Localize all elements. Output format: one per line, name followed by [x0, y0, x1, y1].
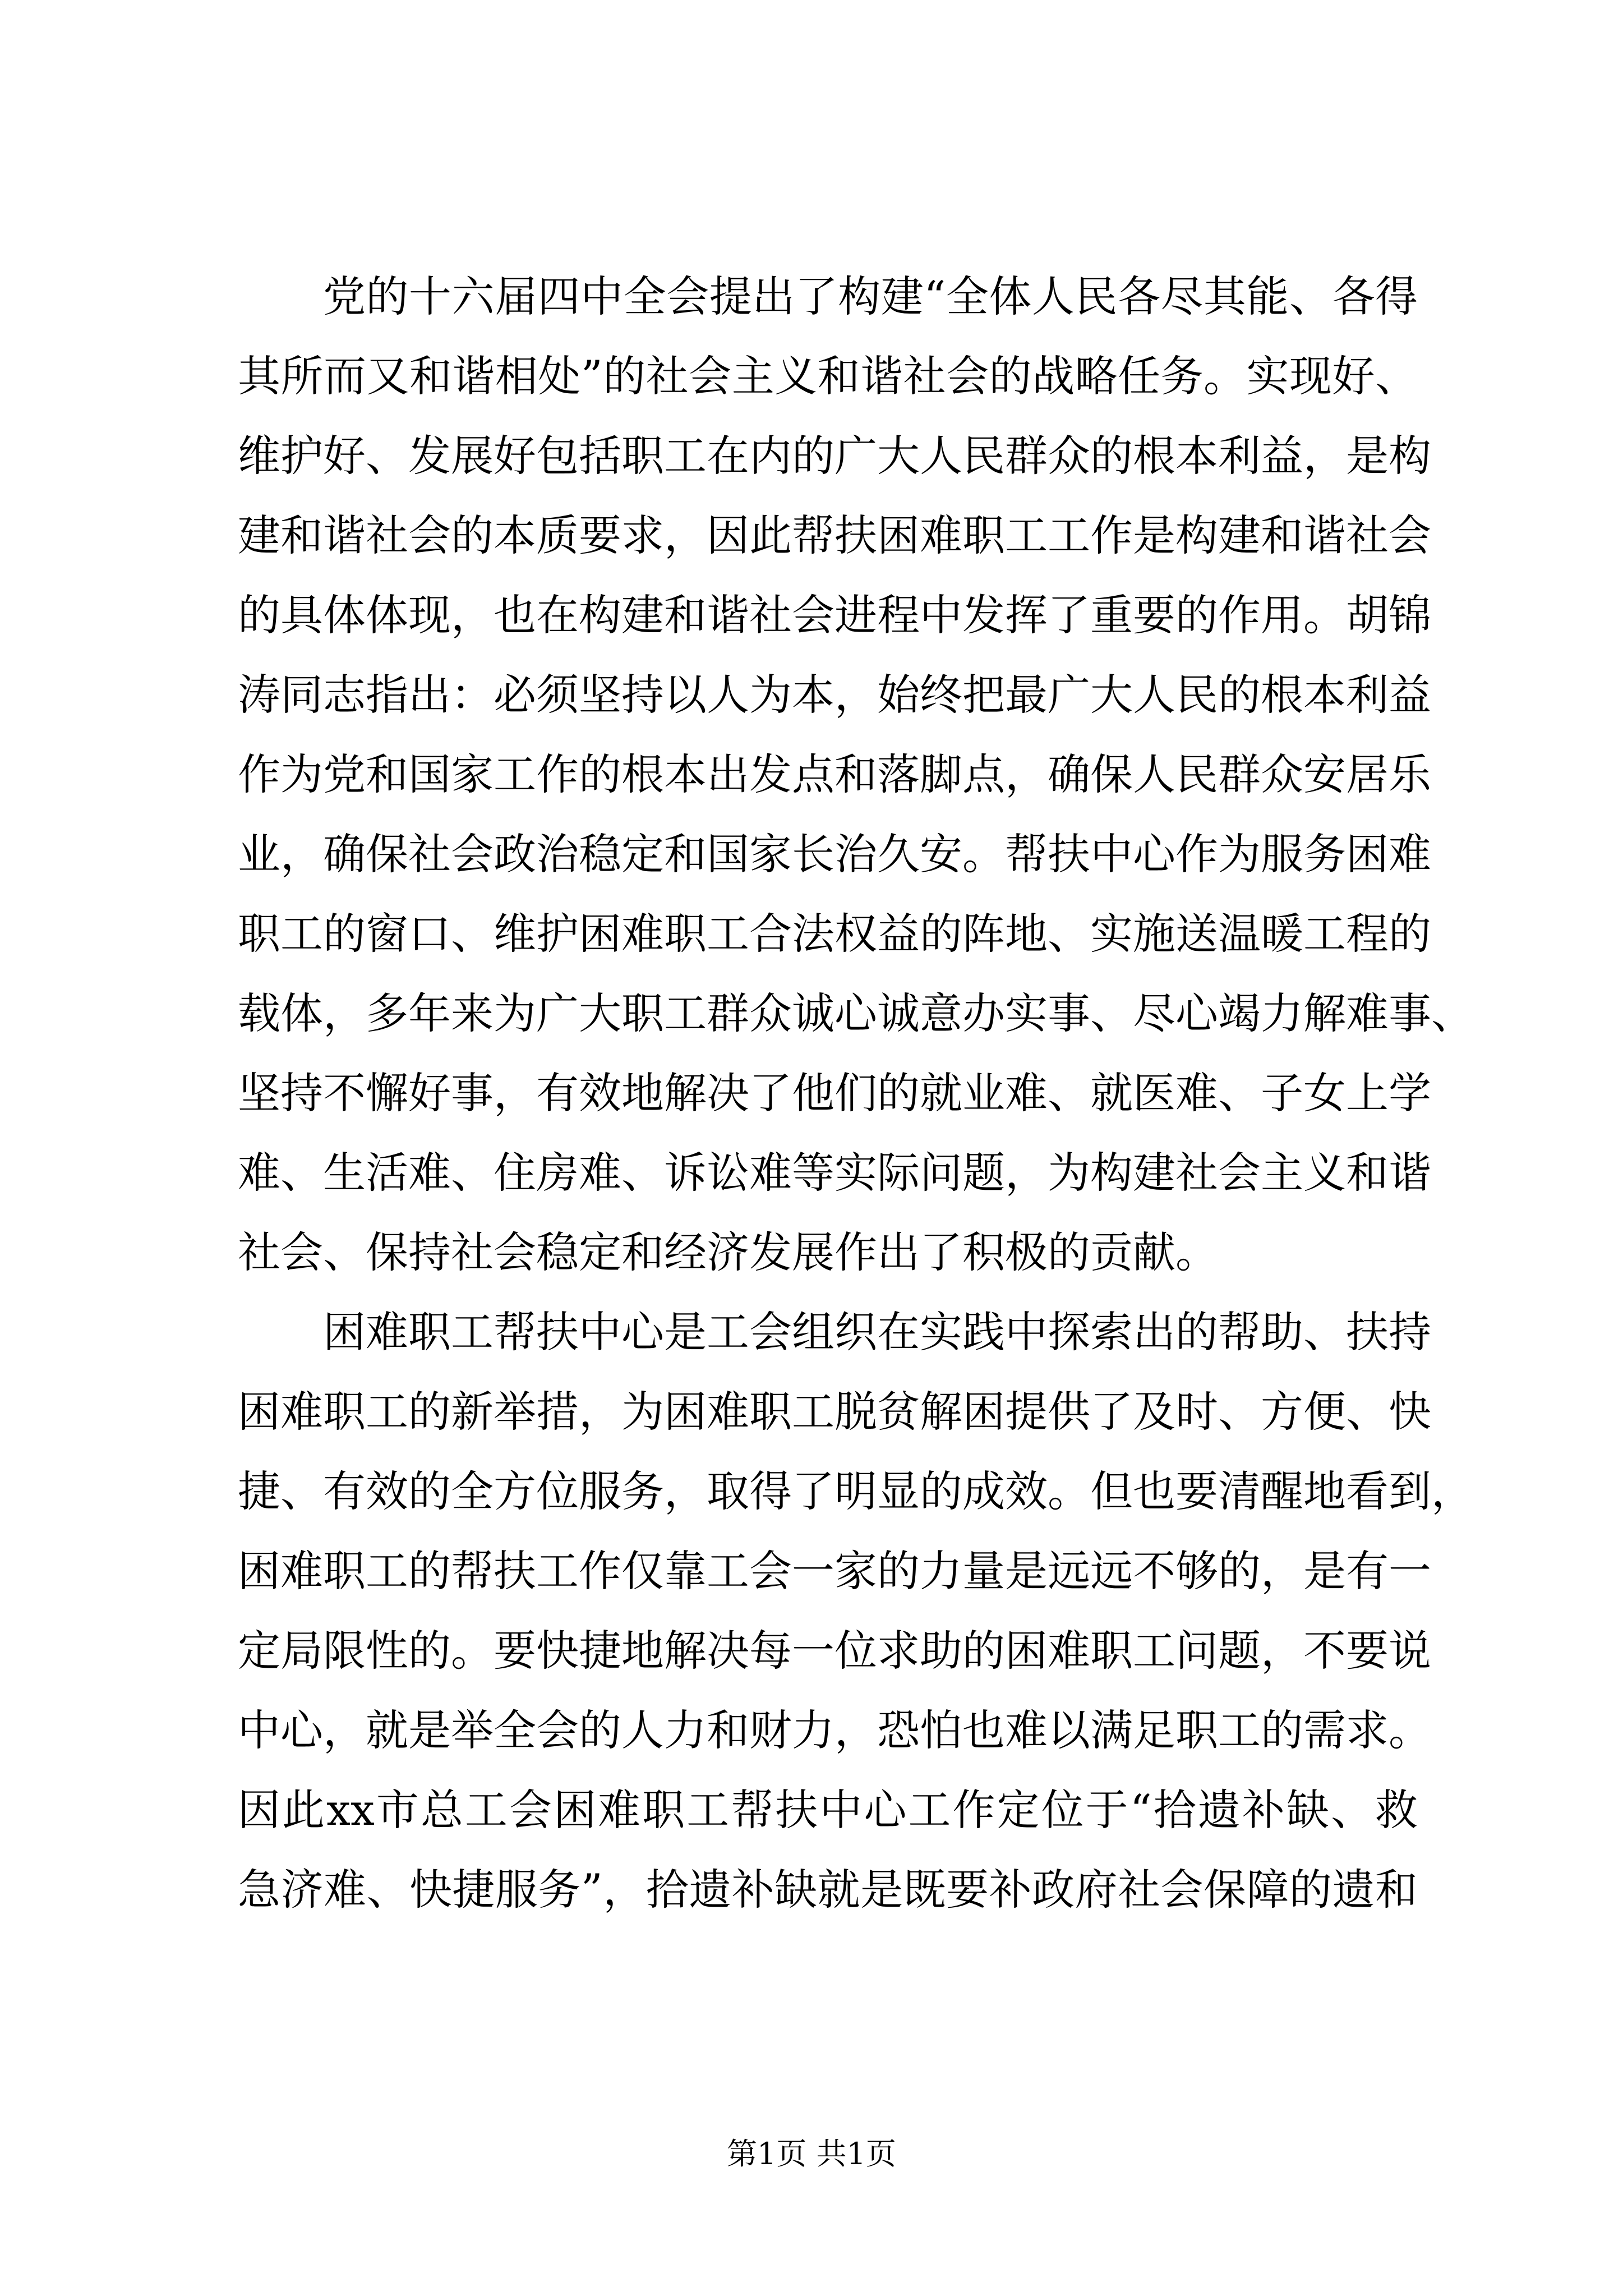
- text-line: 坚持不懈好事，有效地解决了他们的就业难、就医难、子女上学: [238, 1068, 1431, 1118]
- text-line: 作为党和国家工作的根本出发点和落脚点，确保人民群众安居乐: [238, 749, 1431, 799]
- text-line: 因此xx市总工会困难职工帮扶中心工作定位于“拾遗补缺、救: [238, 1785, 1418, 1835]
- text-line: 建和谐社会的本质要求，因此帮扶困难职工工作是构建和谐社会: [238, 510, 1431, 560]
- text-line: 困难职工帮扶中心是工会组织在实践中探索出的帮助、扶持: [323, 1307, 1431, 1357]
- text-line: 业，确保社会政治稳定和国家长治久安。帮扶中心作为服务困难: [238, 829, 1431, 879]
- text-line: 困难职工的新举措，为困难职工脱贫解困提供了及时、方便、快: [238, 1387, 1431, 1437]
- text-line: 急济难、快捷服务”，拾遗补缺就是既要补政府社会保障的遗和: [238, 1865, 1418, 1915]
- text-line: 载体，多年来为广大职工群众诚心诚意办实事、尽心竭力解难事、: [238, 988, 1474, 1038]
- text-line: 职工的窗口、维护困难职工合法权益的阵地、实施送温暖工程的: [238, 909, 1431, 959]
- paragraph-2: [238, 1292, 1474, 1930]
- text-line: 维护好、发展好包括职工在内的广大人民群众的根本利益，是构: [238, 431, 1431, 481]
- text-line: 中心，就是举全会的人力和财力，恐怕也难以满足职工的需求。: [238, 1705, 1431, 1755]
- text-line: 捷、有效的全方位服务，取得了明显的成效。但也要清醒地看到，: [238, 1466, 1474, 1516]
- text-line: 涛同志指出：必须坚持以人为本，始终把最广大人民的根本利益: [238, 670, 1431, 720]
- text-line: 定局限性的。要快捷地解决每一位求助的困难职工问题，不要说: [238, 1626, 1431, 1676]
- text-line: 其所而又和谐相处”的社会主义和谐社会的战略任务。实现好、: [238, 351, 1418, 401]
- text-line: 困难职工的帮扶工作仅靠工会一家的力量是远远不够的，是有一: [238, 1546, 1431, 1596]
- text-line: 难、生活难、住房难、诉讼难等实际问题，为构建社会主义和谐: [238, 1148, 1431, 1198]
- document-body: [238, 257, 1474, 1930]
- text-line: 的具体体现，也在构建和谐社会进程中发挥了重要的作用。胡锦: [238, 590, 1431, 640]
- text-line: 社会、保持社会稳定和经济发展作出了积极的贡献。: [238, 1227, 1218, 1277]
- text-line: 党的十六届四中全会提出了构建“全体人民各尽其能、各得: [323, 272, 1418, 321]
- paragraph-1: [238, 257, 1474, 1292]
- page-footer: 第1页 共1页: [727, 2136, 896, 2171]
